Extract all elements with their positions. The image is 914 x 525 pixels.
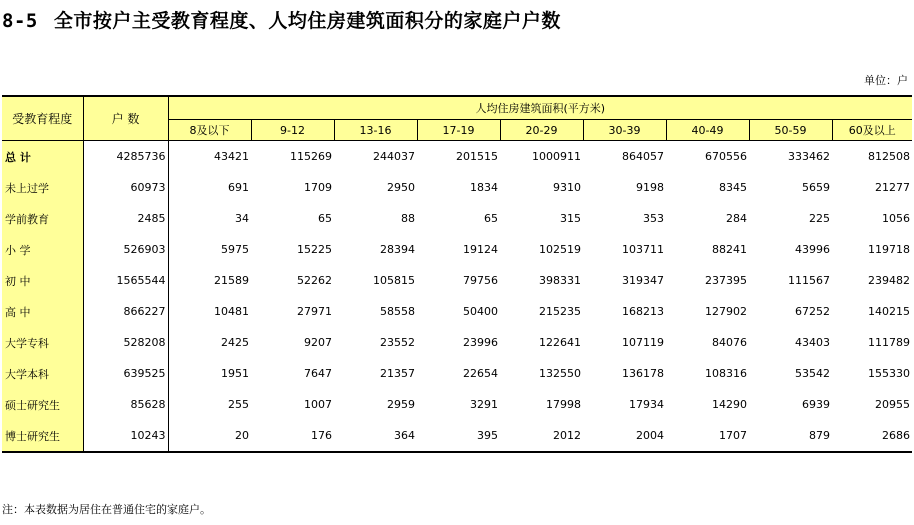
area-value-cell: 176 (251, 420, 334, 452)
area-value-cell: 2425 (221, 336, 249, 349)
area-value-cell: 670556 (705, 150, 747, 163)
table-row (2, 141, 912, 173)
area-value-cell: 1709 (304, 181, 332, 194)
area-value-cell: 395 (417, 420, 500, 452)
area-value-cell: 17998 (546, 398, 581, 411)
area-value-cell: 2950 (387, 181, 415, 194)
area-value-cell: 364 (334, 420, 417, 452)
header-area-column: 50-59 (749, 120, 832, 141)
area-value-cell: 864057 (622, 150, 664, 163)
area-value-cell: 140215 (868, 305, 911, 318)
area-value-cell: 50400 (463, 305, 498, 318)
area-value-cell: 319347 (622, 274, 664, 287)
area-value-cell: 79756 (463, 274, 498, 287)
area-value-cell: 691 (228, 181, 249, 194)
area-value-cell: 398331 (539, 274, 581, 287)
area-value-cell: 21357 (380, 367, 415, 380)
area-value-cell: 9198 (636, 181, 664, 194)
household-count-cell: 2485 (83, 203, 168, 234)
area-value-cell: 65 (484, 212, 498, 225)
area-value-cell: 84076 (712, 336, 747, 349)
area-value-cell: 21589 (214, 274, 249, 287)
area-value-cell: 65 (318, 212, 332, 225)
table-note: 注：本表数据为居住在普通住宅的家庭户。 (2, 503, 211, 516)
table-title: 全市按户主受教育程度、人均住房建筑面积分的家庭户户数 (53, 10, 561, 32)
area-value-cell: 52262 (297, 274, 332, 287)
row-label: 大学专科 (2, 327, 83, 358)
header-area-column: 13-16 (334, 120, 417, 141)
area-value-cell: 122641 (539, 336, 581, 349)
area-value-cell: 1000911 (532, 150, 581, 163)
household-count-cell: 60973 (83, 172, 168, 203)
table-row (2, 420, 912, 452)
area-value-cell: 21277 (875, 181, 911, 194)
area-value-cell: 812508 (868, 150, 911, 163)
row-label: 博士研究生 (2, 420, 83, 452)
row-label: 学前教育 (2, 203, 83, 234)
row-label: 硕士研究生 (2, 389, 83, 420)
area-value-cell: 284 (726, 212, 747, 225)
header-area-column: 60及以上 (832, 120, 912, 141)
area-value-cell: 6939 (802, 398, 830, 411)
household-count-cell: 1565544 (83, 265, 168, 296)
area-value-cell: 3291 (470, 398, 498, 411)
area-value-cell: 108316 (705, 367, 747, 380)
area-value-cell: 1707 (666, 420, 749, 452)
household-count-cell: 10243 (83, 420, 168, 452)
area-value-cell: 315 (560, 212, 581, 225)
household-count-cell: 528208 (83, 327, 168, 358)
area-value-cell: 1056 (882, 212, 911, 225)
area-value-cell: 88241 (712, 243, 747, 256)
table-row (2, 296, 912, 327)
household-count-cell: 85628 (83, 389, 168, 420)
header-household-count: 户 数 (83, 96, 168, 141)
area-value-cell: 244037 (373, 150, 415, 163)
area-value-cell: 43403 (795, 336, 830, 349)
area-value-cell: 20955 (875, 398, 911, 411)
table-row (2, 358, 912, 389)
area-value-cell: 22654 (463, 367, 498, 380)
table-row (2, 265, 912, 296)
header-area-column: 17-19 (417, 120, 500, 141)
area-value-cell: 17934 (629, 398, 664, 411)
page-title (2, 6, 561, 33)
header-education: 受教育程度 (2, 96, 83, 141)
area-value-cell: 2959 (387, 398, 415, 411)
header-area-column: 30-39 (583, 120, 666, 141)
table-row (2, 172, 912, 203)
area-value-cell: 9207 (304, 336, 332, 349)
area-value-cell: 239482 (868, 274, 911, 287)
area-value-cell: 105815 (373, 274, 415, 287)
area-value-cell: 119718 (868, 243, 911, 256)
area-value-cell: 127902 (705, 305, 747, 318)
header-area-group: 人均住房建筑面积(平方米) (168, 96, 912, 120)
table-row (2, 389, 912, 420)
header-area-column: 9-12 (251, 120, 334, 141)
area-value-cell: 215235 (539, 305, 581, 318)
table-row (2, 234, 912, 265)
table-row (2, 327, 912, 358)
row-label: 初 中 (2, 265, 83, 296)
area-value-cell: 1007 (304, 398, 332, 411)
area-value-cell: 2004 (583, 420, 666, 452)
area-value-cell: 34 (235, 212, 249, 225)
area-value-cell: 28394 (380, 243, 415, 256)
area-value-cell: 102519 (539, 243, 581, 256)
area-value-cell: 27971 (297, 305, 332, 318)
area-value-cell: 14290 (712, 398, 747, 411)
household-count-cell: 4285736 (83, 141, 168, 173)
table-row (2, 203, 912, 234)
row-label: 大学本科 (2, 358, 83, 389)
area-value-cell: 2686 (832, 420, 912, 452)
area-value-cell: 333462 (788, 150, 830, 163)
area-value-cell: 155330 (868, 367, 911, 380)
area-value-cell: 7647 (304, 367, 332, 380)
area-value-cell: 111567 (788, 274, 830, 287)
header-area-column: 20-29 (500, 120, 583, 141)
area-value-cell: 5659 (802, 181, 830, 194)
area-value-cell: 10481 (214, 305, 249, 318)
area-value-cell: 15225 (297, 243, 332, 256)
area-value-cell: 136178 (622, 367, 664, 380)
area-value-cell: 237395 (705, 274, 747, 287)
area-value-cell: 2012 (500, 420, 583, 452)
row-label: 小 学 (2, 234, 83, 265)
area-value-cell: 58558 (380, 305, 415, 318)
area-value-cell: 8345 (719, 181, 747, 194)
row-label: 高 中 (2, 296, 83, 327)
table-number: 8-5 (2, 10, 38, 32)
area-value-cell: 67252 (795, 305, 830, 318)
area-value-cell: 225 (809, 212, 830, 225)
area-value-cell: 107119 (622, 336, 664, 349)
header-area-column: 8及以下 (168, 120, 251, 141)
area-value-cell: 1834 (470, 181, 498, 194)
household-count-cell: 526903 (83, 234, 168, 265)
area-value-cell: 201515 (456, 150, 498, 163)
household-count-cell: 866227 (83, 296, 168, 327)
area-value-cell: 43421 (214, 150, 249, 163)
area-value-cell: 255 (228, 398, 249, 411)
area-value-cell: 23996 (463, 336, 498, 349)
area-value-cell: 23552 (380, 336, 415, 349)
area-value-cell: 103711 (622, 243, 664, 256)
header-area-column: 40-49 (666, 120, 749, 141)
area-value-cell: 879 (749, 420, 832, 452)
area-value-cell: 168213 (622, 305, 664, 318)
row-label: 未上过学 (2, 172, 83, 203)
area-value-cell: 20 (168, 420, 251, 452)
unit-label: 单位：户 (864, 74, 908, 87)
area-value-cell: 5975 (221, 243, 249, 256)
area-value-cell: 1951 (221, 367, 249, 380)
area-value-cell: 115269 (290, 150, 332, 163)
data-table (2, 95, 912, 453)
area-value-cell: 88 (401, 212, 415, 225)
row-label: 总 计 (2, 141, 83, 173)
area-value-cell: 9310 (553, 181, 581, 194)
area-value-cell: 353 (643, 212, 664, 225)
area-value-cell: 43996 (795, 243, 830, 256)
area-value-cell: 132550 (539, 367, 581, 380)
area-value-cell: 19124 (463, 243, 498, 256)
household-count-cell: 639525 (83, 358, 168, 389)
area-value-cell: 111789 (868, 336, 911, 349)
area-value-cell: 53542 (795, 367, 830, 380)
